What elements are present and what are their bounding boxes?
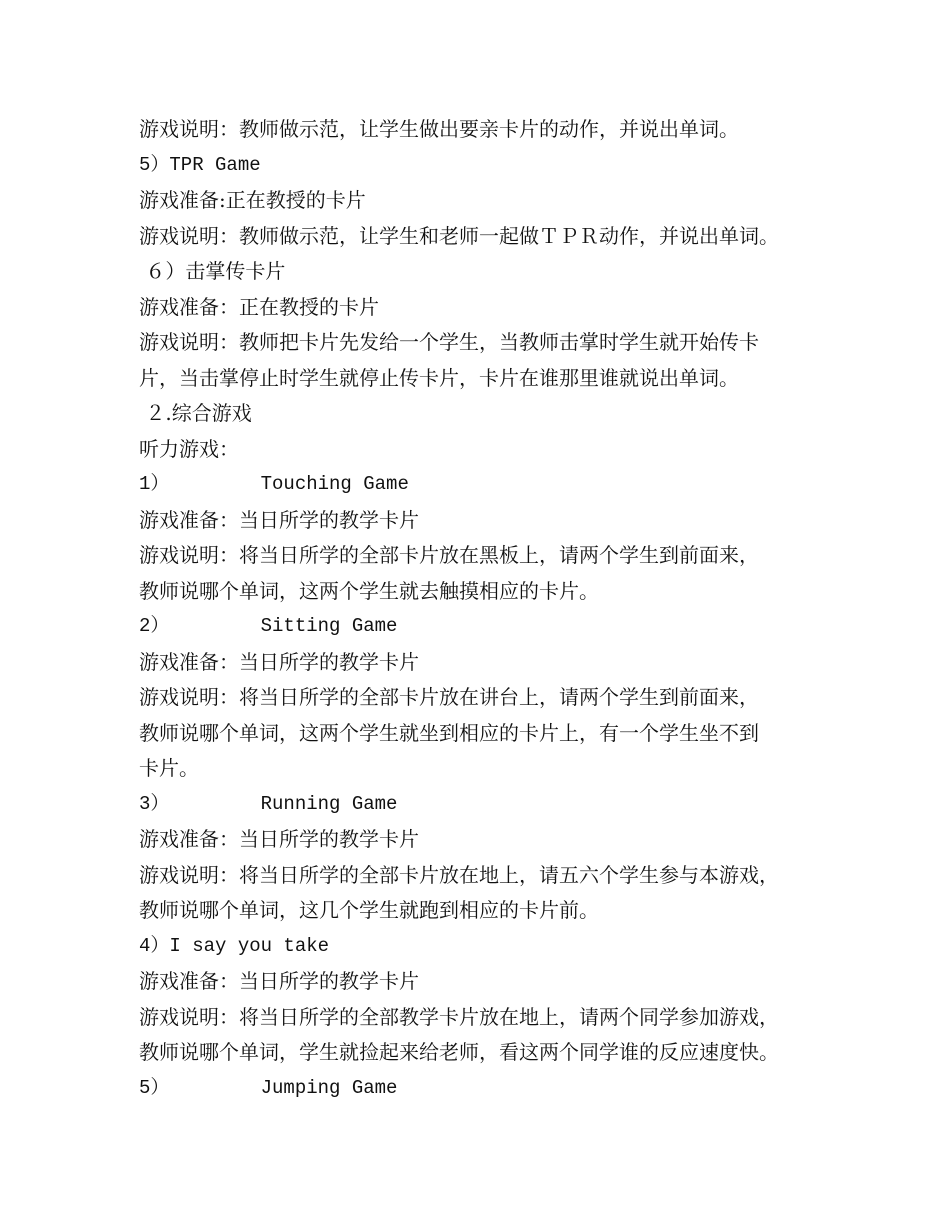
- text-line: 教师说哪个单词，这两个学生就坐到相应的卡片上，有一个学生坐不到: [139, 720, 759, 745]
- game-heading: 5） Jumping Game: [139, 1076, 398, 1099]
- text-line: 片，当击掌停止时学生就停止传卡片，卡片在谁那里谁就说出单词。: [139, 365, 739, 390]
- text-line: 游戏说明：将当日所学的全部卡片放在地上，请五六个学生参与本游戏，: [139, 862, 779, 887]
- game-heading: 3） Running Game: [139, 792, 398, 815]
- game-heading: 2） Sitting Game: [139, 615, 398, 637]
- text-line: 卡片。: [139, 756, 199, 780]
- text-line: 游戏准备：正在教授的卡片: [139, 294, 379, 319]
- text-line: 教师说哪个单词，这两个学生就去触摸相应的卡片。: [139, 578, 599, 603]
- text-line: 游戏说明：教师做示范，让学生和老师一起做ＴＰＲ动作，并说出单词。: [139, 223, 779, 248]
- text-line: 游戏准备:正在教授的卡片: [139, 188, 366, 212]
- text-line: 游戏准备：当日所学的教学卡片: [139, 969, 419, 993]
- text-line: 游戏说明：将当日所学的全部卡片放在讲台上，请两个学生到前面来，: [139, 685, 759, 709]
- text-line: 游戏准备：当日所学的教学卡片: [139, 827, 419, 851]
- text-line: 游戏说明：将当日所学的全部卡片放在黑板上，请两个学生到前面来，: [139, 543, 759, 567]
- text-line: 游戏准备：当日所学的教学卡片: [139, 649, 419, 674]
- text-line: 游戏说明：教师把卡片先发给一个学生，当教师击掌时学生就开始传卡: [139, 330, 759, 354]
- section-heading: 听力游戏：: [139, 436, 239, 461]
- game-heading: 4）I say you take: [139, 934, 330, 957]
- game-heading: ６）击掌传卡片: [139, 259, 286, 283]
- game-heading: 1） Touching Game: [139, 473, 409, 495]
- text-line: 教师说哪个单词，学生就捡起来给老师，看这两个同学谁的反应速度快。: [139, 1040, 779, 1064]
- text-line: 游戏说明：教师做示范，让学生做出要亲卡片的动作，并说出单词。: [139, 117, 739, 141]
- game-heading: 5）TPR Game: [139, 153, 261, 176]
- text-line: 游戏说明：将当日所学的全部教学卡片放在地上，请两个同学参加游戏，: [139, 1004, 779, 1029]
- section-heading: ２.综合游戏: [139, 401, 252, 425]
- document-body: [139, 112, 839, 1106]
- text-line: 教师说哪个单词，这几个学生就跑到相应的卡片前。: [139, 898, 599, 922]
- text-line: 游戏准备：当日所学的教学卡片: [139, 507, 419, 532]
